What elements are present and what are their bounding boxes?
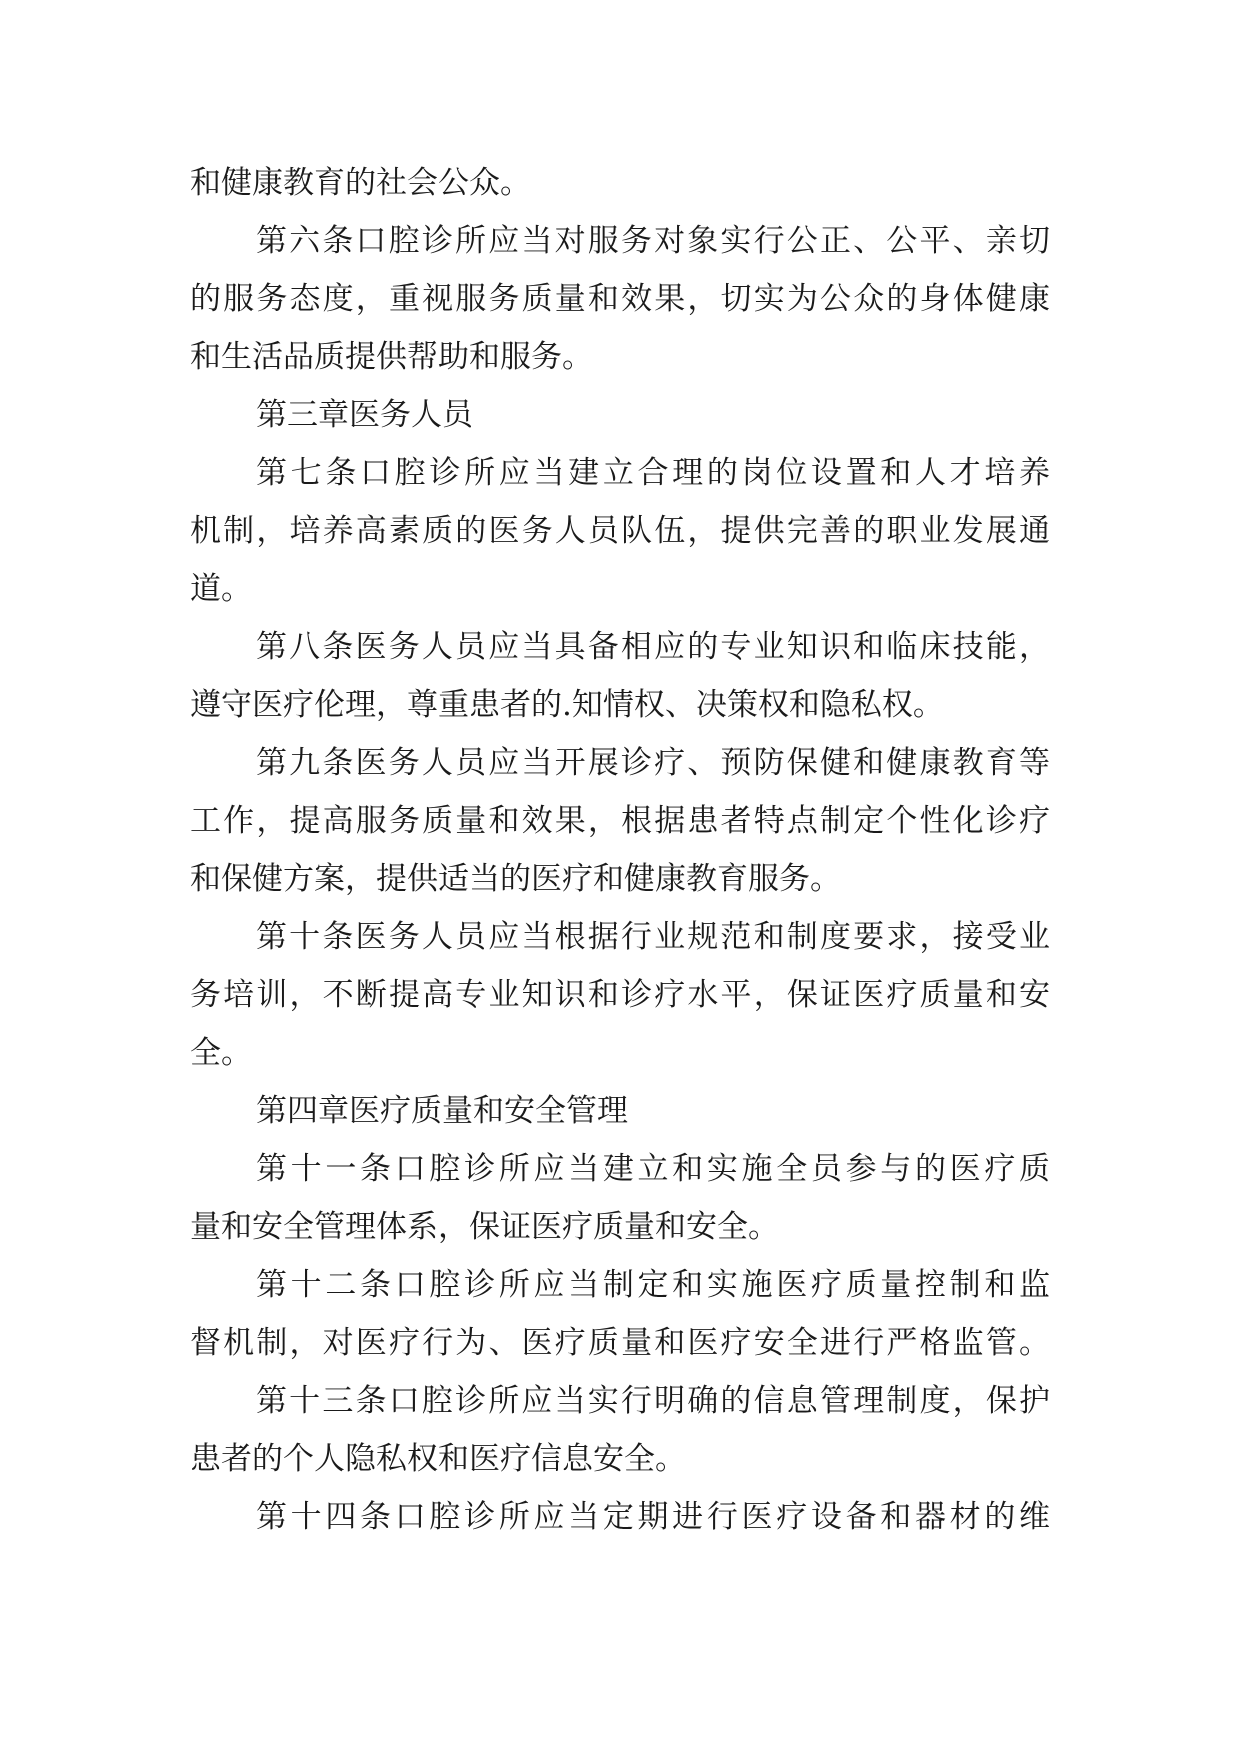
chapter-heading: 第四章医疗质量和安全管理 <box>256 1093 628 1129</box>
text-line: 和健康教育的社会公众。 <box>190 165 531 201</box>
text-line: 第八条医务人员应当具备相应的专业知识和临床技能， <box>256 629 1050 665</box>
text-line: 务培训，不断提高专业知识和诊疗水平，保证医疗质量和安 <box>190 977 1050 1013</box>
text-line: 第六条口腔诊所应当对服务对象实行公正、公平、亲切 <box>256 223 1050 259</box>
text-line: 第十一条口腔诊所应当建立和实施全员参与的医疗质 <box>256 1151 1050 1187</box>
text-line: 量和安全管理体系，保证医疗质量和安全。 <box>190 1209 779 1245</box>
text-line: 督机制，对医疗行为、医疗质量和医疗安全进行严格监管。 <box>190 1325 1050 1361</box>
text-line: 第十二条口腔诊所应当制定和实施医疗质量控制和监 <box>256 1267 1050 1303</box>
document-body <box>190 154 1050 1546</box>
text-line: 和生活品质提供帮助和服务。 <box>190 339 593 375</box>
text-line: 患者的个人隐私权和医疗信息安全。 <box>190 1441 686 1477</box>
text-line: 全。 <box>190 1035 252 1071</box>
text-line: 和保健方案，提供适当的医疗和健康教育服务。 <box>190 861 841 897</box>
text-line: 第十四条口腔诊所应当定期进行医疗设备和器材的维 <box>256 1499 1050 1535</box>
chapter-heading: 第三章医务人员 <box>256 397 473 433</box>
text-line: 的服务态度，重视服务质量和效果，切实为公众的身体健康 <box>190 281 1050 317</box>
text-line: 工作，提高服务质量和效果，根据患者特点制定个性化诊疗 <box>190 803 1050 839</box>
text-line: 机制，培养高素质的医务人员队伍，提供完善的职业发展通 <box>190 513 1050 549</box>
text-line: 第七条口腔诊所应当建立合理的岗位设置和人才培养 <box>256 455 1050 491</box>
text-line: 道。 <box>190 571 252 607</box>
text-line: 第十条医务人员应当根据行业规范和制度要求，接受业 <box>256 919 1050 955</box>
text-line: 第十三条口腔诊所应当实行明确的信息管理制度，保护 <box>256 1383 1050 1419</box>
text-line: 遵守医疗伦理，尊重患者的.知情权、决策权和隐私权。 <box>190 687 944 723</box>
text-line: 第九条医务人员应当开展诊疗、预防保健和健康教育等 <box>256 745 1050 781</box>
